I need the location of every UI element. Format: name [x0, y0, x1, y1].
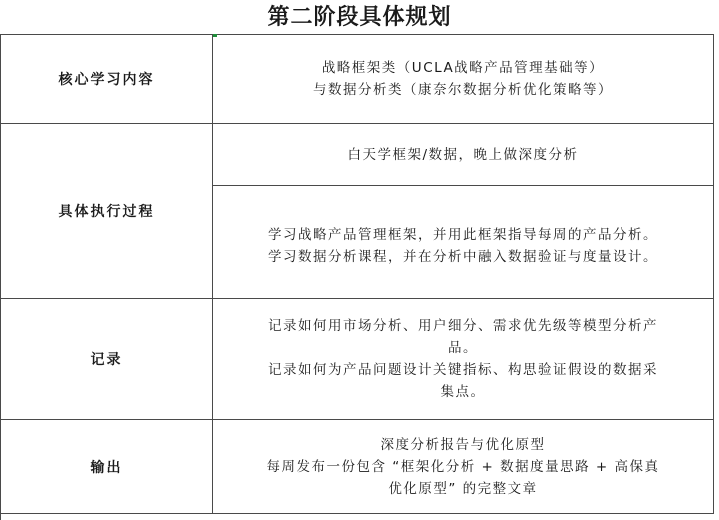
row-label-execution: 具体执行过程 — [1, 124, 213, 298]
row-content — [213, 420, 714, 513]
page-title: 第二阶段具体规划 — [267, 5, 452, 30]
content-line: 品。 — [448, 340, 478, 356]
content-line: 每周发布一份包含 “框架化分析 + 数据度量思路 + 高保真 — [266, 458, 660, 475]
content-cell — [213, 420, 713, 513]
row-content — [213, 124, 714, 298]
content-line: 学习战略产品管理框架，并用此框架指导每周的产品分析。 — [268, 227, 658, 243]
plan-table — [0, 34, 714, 520]
content-cell — [213, 124, 713, 186]
content-cell — [213, 35, 713, 123]
row-label-record: 记录 — [1, 299, 213, 419]
content-line: 战略框架类（UCLA战略产品管理基础等） — [321, 60, 605, 76]
content-cell — [213, 194, 713, 298]
row-content — [213, 35, 714, 123]
content-line: 记录如何用市场分析、用户细分、需求优先级等模型分析产 — [268, 318, 658, 334]
cell-corner-marker — [213, 34, 217, 37]
content-line: 集点。 — [440, 384, 486, 400]
content-cell — [213, 299, 713, 419]
content-line: 白天学框架/数据，晚上做深度分析 — [347, 146, 579, 163]
table-row — [1, 299, 714, 420]
row-content — [213, 299, 714, 419]
content-line: 记录如何为产品问题设计关键指标、构思验证假设的数据采 — [268, 362, 658, 378]
table-row — [1, 124, 714, 299]
row-label-core-learning: 核心学习内容 — [1, 35, 213, 123]
table-row — [1, 35, 714, 124]
table-row — [1, 420, 714, 514]
content-line: 优化原型” 的完整文章 — [388, 480, 538, 497]
content-line: 与数据分析类（康奈尔数据分析优化策略等） — [313, 82, 613, 98]
row-label-output: 输出 — [1, 420, 213, 513]
content-line: 深度分析报告与优化原型 — [380, 436, 546, 453]
content-line: 学习数据分析课程，并在分析中融入数据验证与度量设计。 — [268, 249, 658, 265]
